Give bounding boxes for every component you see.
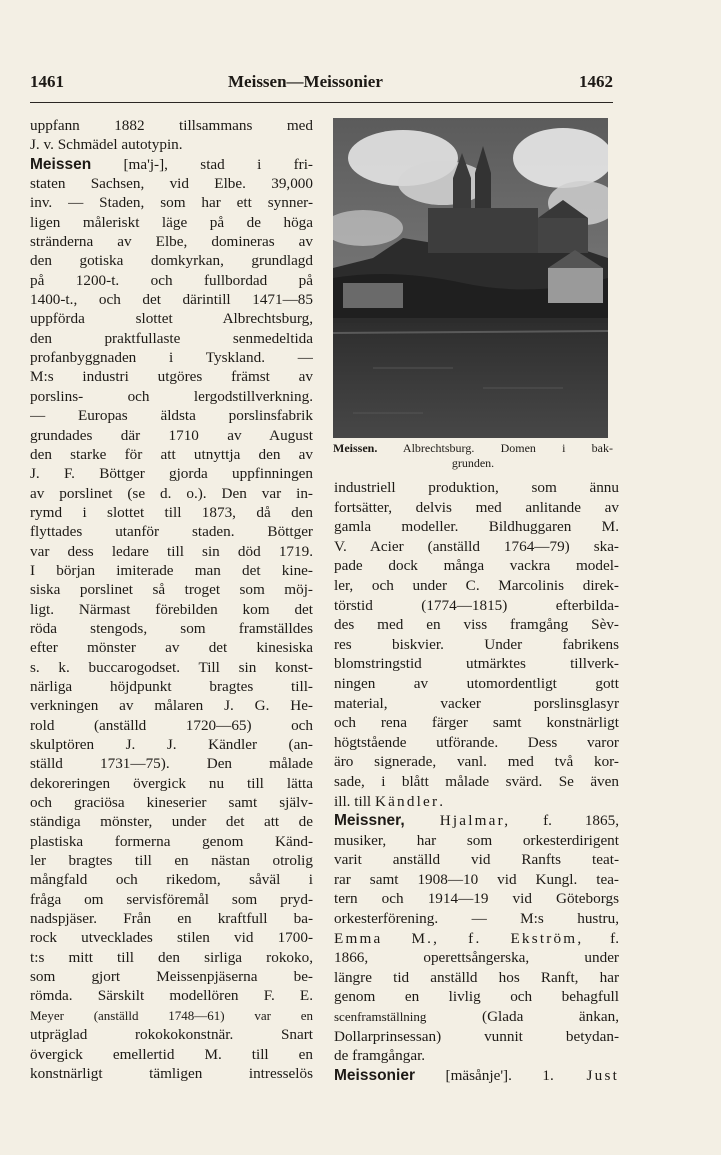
text-line: uppfann 1882 tillsammans med bbox=[30, 117, 313, 134]
text-line: ligen måleriskt läge på de höga bbox=[30, 213, 313, 231]
text-line: verkningen av målaren J. G. He- bbox=[30, 697, 313, 715]
text-line: mångfald och rikedom, såväl i bbox=[30, 871, 313, 889]
text-line: orkesterförening. — M:s hustru, bbox=[334, 910, 619, 928]
text-line: den gotiska domkyrkan, grundlagd bbox=[30, 252, 313, 270]
spaced-name: Emma M., f. Ekström, bbox=[334, 929, 584, 947]
text-line: res biskvier. Under fabrikens bbox=[334, 635, 619, 653]
text-line: ligt. Närmast förebilden kom det bbox=[30, 600, 313, 618]
photo-caption bbox=[333, 441, 613, 471]
text-line: nadspjäser. Från en kraftfull ba- bbox=[30, 910, 313, 928]
text-line bbox=[30, 155, 313, 174]
header-title: Meissen—Meissonier bbox=[228, 72, 383, 91]
text-line: rock utvecklades stilen vid 1700- bbox=[30, 929, 313, 947]
running-header bbox=[30, 70, 613, 96]
text-line: den starke för att utnyttja den av bbox=[30, 445, 313, 463]
text-line: törstid (1774—1815) efterbilda- bbox=[334, 596, 619, 614]
text-line: musiker, har som orkesterdirigent bbox=[334, 831, 619, 849]
text-line: J. v. Schmädel autotypin. bbox=[30, 136, 183, 154]
text-line: närliga höjdpunkt bragtes till- bbox=[30, 677, 313, 695]
text-line: övergick emellertid M. till en bbox=[30, 1045, 313, 1063]
text-line: s. k. buccarogodset. Till sin konst- bbox=[30, 658, 313, 676]
caption-line bbox=[333, 441, 613, 456]
text-line: ler, och under C. Marcolinis direk- bbox=[334, 576, 619, 594]
right-column bbox=[334, 478, 619, 1085]
text-line: siska porslinet så troget som möj- bbox=[30, 581, 313, 599]
photo-illustration bbox=[333, 118, 608, 438]
text-line: M:s industri utgöres främst av bbox=[30, 368, 313, 386]
text-line: ställd 1731—75). Den målade bbox=[30, 755, 313, 773]
cross-reference-kandler: Kändler bbox=[374, 792, 440, 810]
text-line: 1400-t., och det därintill 1471—85 bbox=[30, 291, 313, 309]
text-line: rar samt 1908—10 vid Kungl. tea- bbox=[334, 870, 619, 888]
text-line: J. F. Böttger gjorda uppfinningen bbox=[30, 465, 313, 483]
text-line: t:s mitt till den sirliga rokoko, bbox=[30, 948, 313, 966]
headword-meissner: Meissner, bbox=[334, 812, 405, 830]
headword-meissen: Meissen bbox=[30, 155, 92, 173]
text-fragment: [ma'j-], stad i fri- bbox=[91, 155, 313, 173]
text-line: och graciösa kineserier samt själv- bbox=[30, 794, 313, 812]
caption-place: Meissen. bbox=[333, 441, 378, 455]
text-line: I början imiterade man det kine- bbox=[30, 561, 313, 579]
headword-meissonier: Meissonier bbox=[334, 1066, 415, 1084]
text-line: flyttades utanför staden. Böttger bbox=[30, 523, 313, 541]
text-line: högtstående utförande. Dess varor bbox=[334, 733, 619, 751]
text-line: längre tid anställd hos Ranft, har bbox=[334, 968, 619, 986]
text-line: des med en viss framgång Sèv- bbox=[334, 616, 619, 634]
text-line: den praktfullaste senmedeltida bbox=[30, 329, 313, 347]
text-line: sade, i blått målade svärd. Se även bbox=[334, 772, 619, 790]
left-column bbox=[30, 116, 313, 1083]
text-line: konstnärligt tämligen intresselös bbox=[30, 1064, 313, 1082]
page-number-right: 1462 bbox=[579, 72, 613, 91]
text-line: varit anställd vid Ranfts teat- bbox=[334, 851, 619, 869]
text-line bbox=[334, 929, 619, 949]
text-line: Meyer (anställd 1748—61) var en bbox=[30, 1007, 313, 1023]
text-line: på 1200-t. och fullbordad på bbox=[30, 271, 313, 289]
text-line: tern och 1914—19 vid Göteborgs bbox=[334, 890, 619, 908]
text-line: staten Sachsen, vid Elbe. 39,000 bbox=[30, 175, 313, 193]
text-line: gamla modeller. Bildhuggaren M. bbox=[334, 518, 619, 536]
text-line: — Europas äldsta porslinsfabrik bbox=[30, 407, 313, 425]
text-line: genom en livlig och behagfull bbox=[334, 988, 619, 1006]
text-line: ständiga mönster, under det att de bbox=[30, 813, 313, 831]
text-line: efter mönster av det kinesiska bbox=[30, 639, 313, 657]
text-line: äro signerade, vanl. med två kor- bbox=[334, 753, 619, 771]
text-line: utpräglad rokokokonstnär. Snart bbox=[30, 1026, 313, 1044]
text-line: Dollarprinsessan) vunnit betydan- bbox=[334, 1027, 619, 1045]
text-line: porslins- och lergodstillverkning. bbox=[30, 387, 313, 405]
caption-text: Albrechtsburg. Domen i bak- bbox=[402, 441, 613, 455]
page-number-left: 1461 bbox=[30, 72, 64, 91]
text-line: profanbyggnaden i Tyskland. — bbox=[30, 349, 313, 367]
text-line: fråga om servisföremål som pryd- bbox=[30, 890, 313, 908]
small-text: scenframställning bbox=[334, 1009, 427, 1025]
text-line: blomstringstid utmärktes tillverk- bbox=[334, 655, 619, 673]
text-line bbox=[334, 792, 619, 812]
text-line: skulptören J. J. Kändler (an- bbox=[30, 736, 313, 753]
header-rule bbox=[30, 102, 613, 103]
text-line: rold (anställd 1720—65) och bbox=[30, 716, 313, 734]
text-line: römda. Särskilt modellören F. E. bbox=[30, 987, 313, 1005]
text-line: V. Acier (anställd 1764—79) ska- bbox=[334, 537, 619, 555]
text-line: industriell produktion, som ännu bbox=[334, 479, 619, 496]
text-fragment: [mäsånje']. 1. bbox=[414, 1066, 554, 1084]
text-line bbox=[334, 1007, 619, 1027]
albrechtsburg-photo bbox=[333, 118, 608, 438]
text-line: var dess ledare till sin död 1719. bbox=[30, 542, 313, 560]
text-line: av porslinet (se d. o.). Den var in- bbox=[30, 484, 313, 502]
spaced-name: Hjalmar, bbox=[404, 812, 511, 830]
text-fragment: (Glada änkan, bbox=[426, 1008, 619, 1026]
text-line: 1866, operettsångerska, under bbox=[334, 949, 619, 967]
text-line: ler bragtes till en nästan otrolig bbox=[30, 852, 313, 870]
text-line bbox=[334, 811, 619, 831]
spaced-name: Just bbox=[553, 1066, 619, 1084]
text-line: och rena färger samt konstnärligt bbox=[334, 714, 619, 732]
text-line: stränderna av Elbe, domineras av bbox=[30, 233, 313, 251]
text-line: som gjort Meissenpjäserna be- bbox=[30, 968, 313, 986]
text-fragment: f. bbox=[583, 929, 619, 947]
caption-line: grunden. bbox=[451, 456, 495, 470]
text-line: plastiska formerna genom Känd- bbox=[30, 832, 313, 850]
text-line: uppförda slottet Albrechtsburg, bbox=[30, 310, 313, 328]
text-line: fortsätter, delvis med anlitande av bbox=[334, 498, 619, 516]
text-line: röda stengods, som framställdes bbox=[30, 619, 313, 637]
text-line: rymd i slottet till 1873, då den bbox=[30, 503, 313, 521]
text-line: dekoreringen övergick nu till lätta bbox=[30, 774, 313, 792]
text-fragment: f. 1865, bbox=[510, 812, 619, 830]
text-fragment: ill. till bbox=[334, 792, 375, 810]
text-line bbox=[334, 1066, 619, 1086]
text-fragment: . bbox=[439, 792, 444, 810]
text-line: ningen av utomordentligt gott bbox=[334, 674, 619, 692]
text-line: de framgångar. bbox=[334, 1047, 426, 1065]
text-line: inv. — Staden, som har ett synner- bbox=[30, 194, 313, 212]
text-line: grundades där 1710 av August bbox=[30, 426, 313, 444]
text-line: material, vacker porslinsglasyr bbox=[334, 694, 619, 712]
text-line: pade dock många vackra model- bbox=[334, 557, 619, 575]
